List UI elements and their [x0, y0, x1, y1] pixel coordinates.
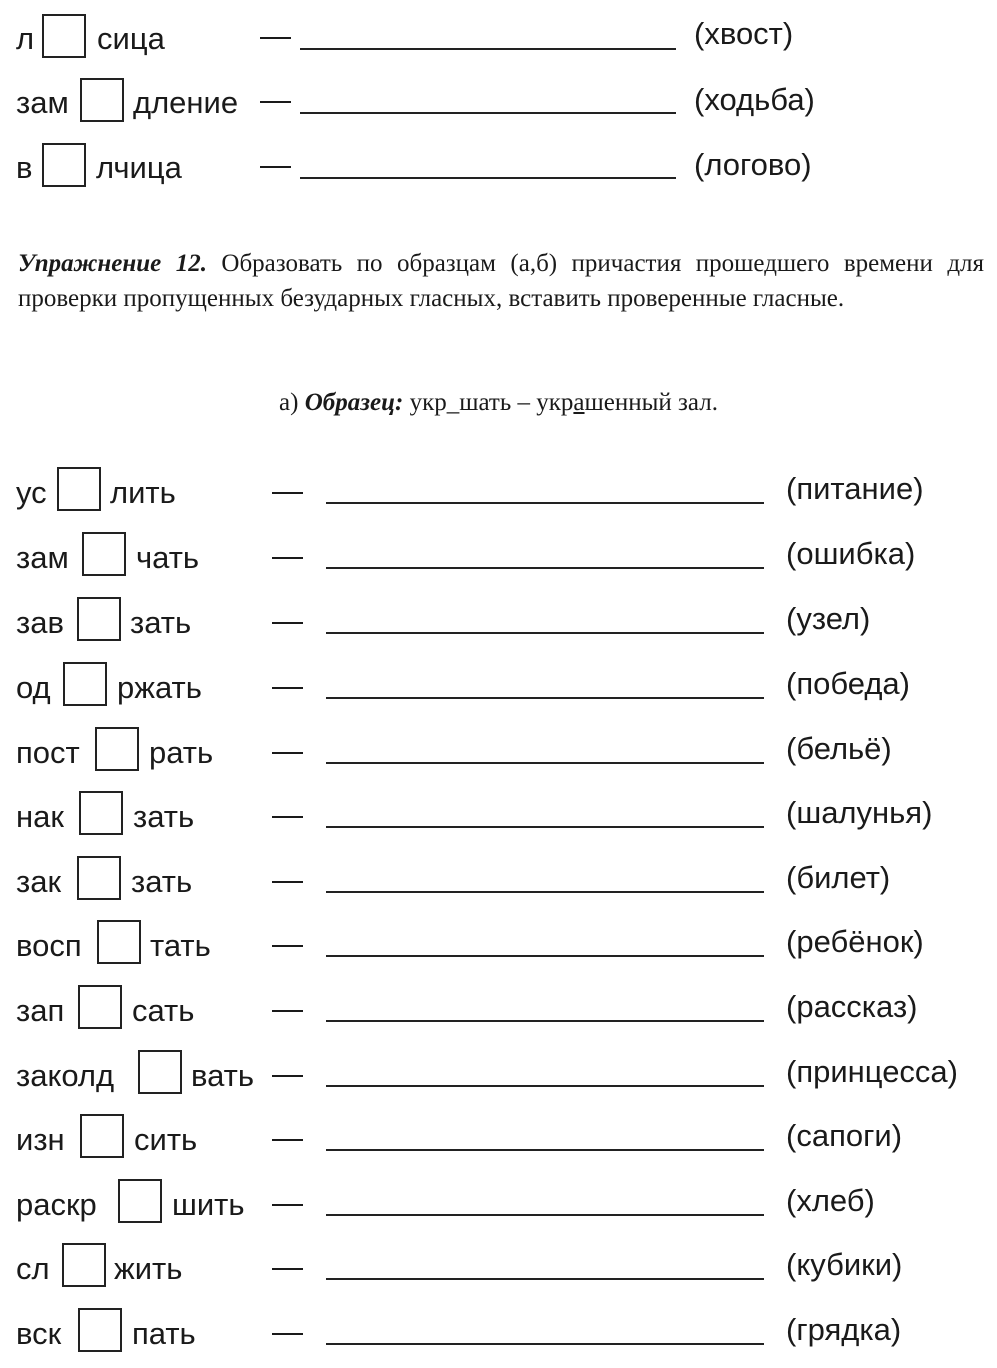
answer-line[interactable]: [326, 955, 764, 957]
word-suffix: зать: [130, 605, 192, 640]
missing-vowel-box[interactable]: [78, 985, 122, 1029]
word-suffix: тать: [150, 928, 211, 963]
answer-line[interactable]: [326, 1278, 764, 1280]
clue-word: (шалунья): [786, 795, 933, 830]
missing-vowel-box[interactable]: [78, 1308, 122, 1352]
sample-answer-start: укр: [536, 389, 574, 416]
clue-word: (победа): [786, 666, 910, 701]
missing-vowel-box[interactable]: [77, 597, 121, 641]
word-suffix: дление: [133, 85, 239, 120]
answer-line[interactable]: [326, 891, 764, 893]
sample-line: [0, 386, 997, 420]
dash: —: [260, 147, 291, 182]
missing-vowel-box[interactable]: [57, 467, 101, 511]
answer-line[interactable]: [326, 826, 764, 828]
word-prefix: пост: [16, 735, 80, 770]
word-row: [0, 78, 997, 138]
word-row: [0, 14, 997, 74]
answer-line[interactable]: [326, 1149, 764, 1151]
word-suffix: сать: [132, 993, 195, 1028]
clue-word: (питание): [786, 471, 924, 506]
answer-line[interactable]: [326, 1020, 764, 1022]
clue-word: (сапоги): [786, 1118, 903, 1153]
word-suffix: сица: [97, 21, 165, 56]
missing-vowel-box[interactable]: [82, 532, 126, 576]
word-suffix: вать: [191, 1058, 255, 1093]
missing-vowel-box[interactable]: [97, 920, 141, 964]
missing-vowel-box[interactable]: [79, 791, 123, 835]
sample-stressed-letter: а: [573, 389, 585, 416]
sample-prefix: а): [279, 389, 299, 416]
clue-word: (хлеб): [786, 1183, 875, 1218]
clue-word: (грядка): [786, 1312, 902, 1347]
sample-word: укр_шать –: [409, 389, 530, 416]
word-row: [0, 791, 997, 851]
word-row: [0, 1179, 997, 1239]
answer-line[interactable]: [326, 762, 764, 764]
dash: —: [272, 538, 303, 573]
dash: —: [260, 82, 291, 117]
missing-vowel-box[interactable]: [62, 1243, 106, 1287]
word-suffix: жить: [114, 1251, 183, 1286]
missing-vowel-box[interactable]: [63, 662, 107, 706]
missing-vowel-box[interactable]: [77, 856, 121, 900]
dash: —: [272, 1249, 303, 1284]
clue-word: (ходьба): [694, 82, 815, 117]
clue-word: (бельё): [786, 731, 892, 766]
missing-vowel-box[interactable]: [138, 1050, 182, 1094]
word-suffix: лить: [110, 475, 176, 510]
missing-vowel-box[interactable]: [80, 78, 124, 122]
answer-line[interactable]: [326, 1085, 764, 1087]
clue-word: (ребёнок): [786, 924, 924, 959]
word-prefix: зам: [16, 85, 69, 120]
clue-word: (узел): [786, 601, 871, 636]
word-row: [0, 597, 997, 657]
word-prefix: вск: [16, 1316, 62, 1351]
word-suffix: пать: [132, 1316, 196, 1351]
clue-word: (логово): [694, 147, 812, 182]
clue-word: (билет): [786, 860, 891, 895]
clue-word: (ошибка): [786, 536, 916, 571]
answer-line[interactable]: [326, 1343, 764, 1345]
answer-line[interactable]: [300, 112, 676, 114]
word-suffix: чать: [136, 540, 200, 575]
word-prefix: заколд: [16, 1058, 115, 1093]
dash: —: [272, 1314, 303, 1349]
answer-line[interactable]: [326, 632, 764, 634]
sample-answer: [536, 389, 718, 416]
missing-vowel-box[interactable]: [118, 1179, 162, 1223]
word-prefix: зам: [16, 540, 69, 575]
dash: —: [272, 1120, 303, 1155]
word-row: [0, 1114, 997, 1174]
dash: —: [272, 926, 303, 961]
word-row: [0, 532, 997, 592]
dash: —: [272, 668, 303, 703]
word-row: [0, 143, 997, 203]
word-prefix: од: [16, 670, 51, 705]
word-suffix: сить: [134, 1122, 198, 1157]
word-row: [0, 662, 997, 722]
word-suffix: шить: [172, 1187, 245, 1222]
dash: —: [260, 18, 291, 53]
dash: —: [272, 603, 303, 638]
word-prefix: восп: [16, 928, 82, 963]
clue-word: (хвост): [694, 16, 794, 51]
word-row: [0, 985, 997, 1045]
dash: —: [272, 1185, 303, 1220]
word-prefix: раскр: [16, 1187, 97, 1222]
missing-vowel-box[interactable]: [42, 143, 86, 187]
dash: —: [272, 991, 303, 1026]
word-prefix: изн: [16, 1122, 65, 1157]
answer-line[interactable]: [326, 1214, 764, 1216]
clue-word: (рассказ): [786, 989, 918, 1024]
word-prefix: л: [16, 21, 35, 56]
word-row: [0, 920, 997, 980]
clue-word: (кубики): [786, 1247, 903, 1282]
word-suffix: ржать: [117, 670, 202, 705]
word-prefix: зап: [16, 993, 65, 1028]
dash: —: [272, 1056, 303, 1091]
word-prefix: зав: [16, 605, 64, 640]
word-suffix: лчица: [96, 150, 182, 185]
dash: —: [272, 797, 303, 832]
word-row: [0, 856, 997, 916]
sample-answer-end: шенный зал.: [584, 389, 718, 416]
missing-vowel-box[interactable]: [42, 14, 86, 58]
missing-vowel-box[interactable]: [80, 1114, 124, 1158]
word-suffix: зать: [133, 799, 195, 834]
word-row: [0, 467, 997, 527]
word-row: [0, 1050, 997, 1110]
word-suffix: зать: [131, 864, 193, 899]
answer-line[interactable]: [326, 567, 764, 569]
exercise-text: Образовать по образцам (а,б) причастия прошедшего времени для проверки пропущенных безударных гласных, вставить проверенные гласные.: [18, 250, 985, 312]
word-prefix: сл: [16, 1251, 50, 1286]
exercise-instruction: [18, 246, 984, 316]
word-prefix: зак: [16, 864, 62, 899]
answer-line[interactable]: [300, 48, 676, 50]
word-prefix: ус: [16, 475, 47, 510]
exercise-title: Упражнение 12.: [18, 250, 207, 277]
word-row: [0, 727, 997, 787]
clue-word: (принцесса): [786, 1054, 958, 1089]
word-row: [0, 1308, 997, 1368]
answer-line[interactable]: [300, 177, 676, 179]
dash: —: [272, 733, 303, 768]
answer-line[interactable]: [326, 697, 764, 699]
word-prefix: в: [16, 150, 33, 185]
sample-label: Образец:: [304, 389, 404, 416]
word-row: [0, 1243, 997, 1303]
word-suffix: рать: [149, 735, 214, 770]
word-prefix: нак: [16, 799, 64, 834]
answer-line[interactable]: [326, 502, 764, 504]
dash: —: [272, 473, 303, 508]
dash: —: [272, 862, 303, 897]
missing-vowel-box[interactable]: [95, 727, 139, 771]
